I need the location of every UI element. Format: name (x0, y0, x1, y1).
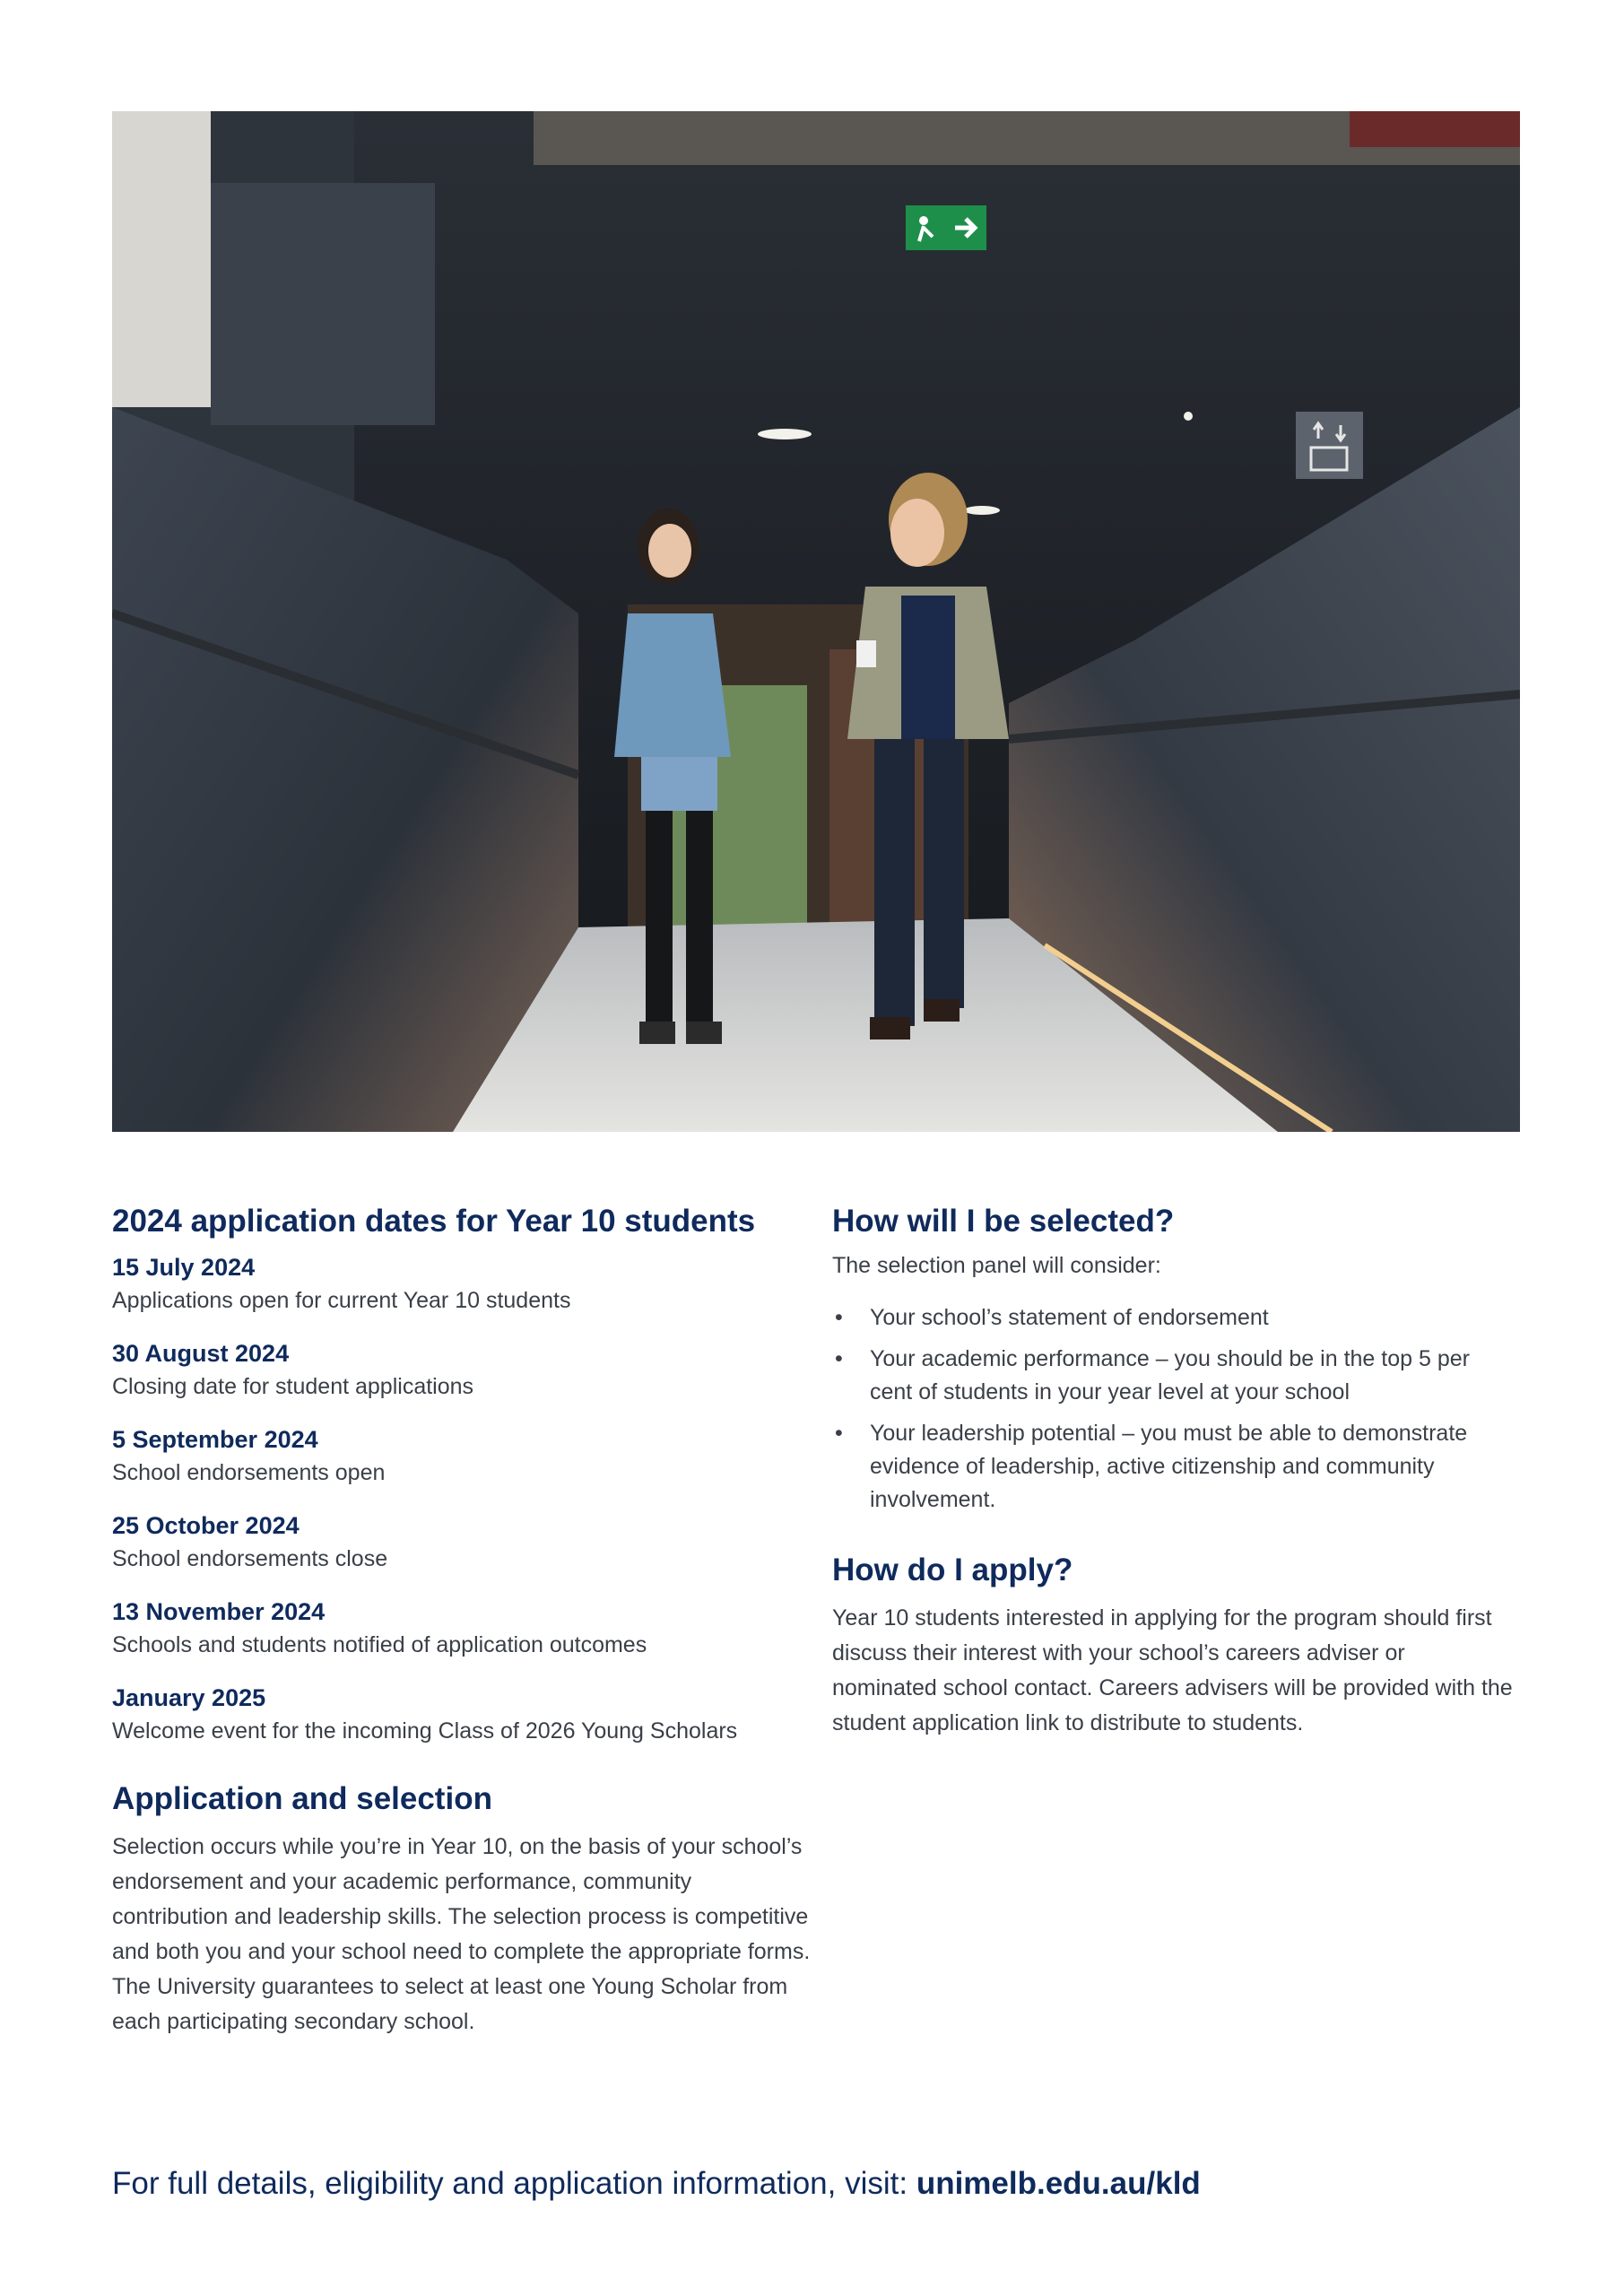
application-body: Selection occurs while you’re in Year 10, on the basis of your school’s endorsement and your academic performance, community contribution and leadership skills. The selection process is competitive and both you and your school need to complete the appropriate forms. The University guarantees to select at least one Young Scholar from each participating secondary school. (112, 1834, 811, 2034)
list-item (832, 1343, 1514, 1409)
hero-photo-illustration (112, 111, 1520, 1132)
date-item (112, 1681, 812, 1747)
date-item (112, 1595, 812, 1661)
date-description: Applications open for current Year 10 students (112, 1288, 571, 1313)
right-column (832, 1200, 1514, 1741)
date-label: January 2025 (112, 1684, 266, 1711)
date-item (112, 1509, 812, 1575)
dates-heading: 2024 application dates for Year 10 students (112, 1204, 756, 1239)
list-item-text: Your school’s statement of endorsement (870, 1305, 1269, 1330)
date-item (112, 1422, 812, 1489)
date-description: Schools and students notified of application outcomes (112, 1632, 647, 1657)
bullet-icon: • (835, 1421, 843, 1446)
date-item (112, 1336, 812, 1403)
footer-lead-text: For full details, eligibility and application information, visit: (112, 2166, 916, 2201)
exit-sign-icon (906, 205, 986, 250)
footer-url-link[interactable]: unimelb.edu.au/kld (916, 2166, 1201, 2201)
date-item (112, 1250, 812, 1317)
lift-sign-icon (1296, 412, 1363, 479)
selection-heading: How will I be selected? (832, 1204, 1175, 1239)
application-section (112, 1778, 812, 2039)
date-label: 15 July 2024 (112, 1254, 256, 1281)
date-description: School endorsements close (112, 1546, 388, 1571)
list-item (832, 1417, 1514, 1517)
list-item-text: Your academic performance – you should be in the top 5 per cent of students in your year level at your school (870, 1346, 1470, 1405)
list-item (832, 1301, 1514, 1335)
bullet-icon: • (835, 1305, 843, 1330)
date-label: 5 September 2024 (112, 1426, 318, 1453)
date-label: 25 October 2024 (112, 1512, 300, 1539)
date-label: 30 August 2024 (112, 1340, 290, 1367)
list-item-text: Your leadership potential – you must be able to demonstrate evidence of leadership, active citizenship and community involvement. (870, 1421, 1468, 1512)
selection-intro: The selection panel will consider: (832, 1253, 1161, 1278)
application-heading: Application and selection (112, 1781, 492, 1816)
apply-section (832, 1549, 1514, 1741)
hero-photo (112, 111, 1520, 1132)
date-description: Welcome event for the incoming Class of 2026 Young Scholars (112, 1718, 738, 1744)
apply-heading: How do I apply? (832, 1552, 1073, 1587)
footer-cta (112, 2161, 1201, 2206)
bullet-icon: • (835, 1346, 843, 1371)
date-description: School endorsements open (112, 1460, 386, 1485)
selection-criteria-list (832, 1301, 1514, 1517)
left-column (112, 1200, 812, 2039)
date-description: Closing date for student applications (112, 1374, 474, 1399)
apply-body: Year 10 students interested in applying for the program should first discuss their interest with your school’s careers adviser or nominated school contact. Careers advisers will be provided with the student application link to distribute to students. (832, 1605, 1513, 1735)
date-label: 13 November 2024 (112, 1598, 326, 1625)
